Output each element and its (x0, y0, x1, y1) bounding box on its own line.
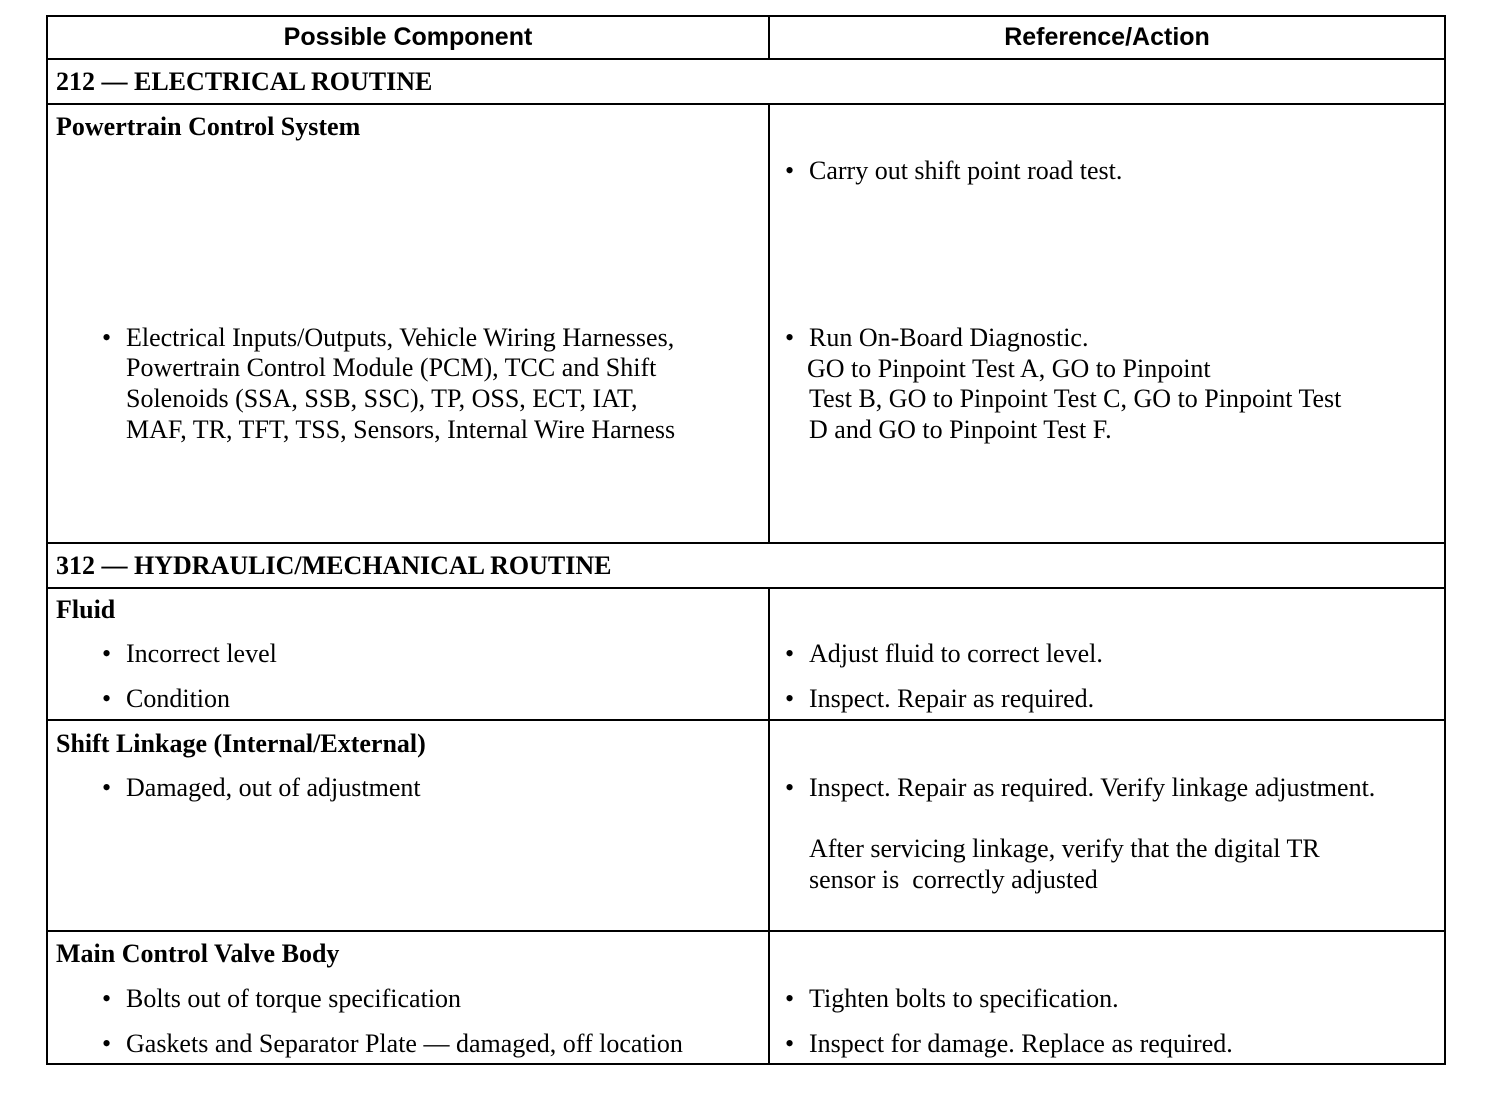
action-line: Inspect. Repair as required. Verify linkage adjustment. (809, 773, 1376, 802)
component-line: Electrical Inputs/Outputs, Vehicle Wiring Harnesses, (126, 323, 675, 352)
action-line: Inspect for damage. Replace as required. (809, 1029, 1233, 1058)
bullet-icon: • (102, 1029, 112, 1058)
border-section2-bottom (46, 587, 1446, 589)
component-line: Bolts out of torque specification (126, 984, 462, 1013)
border-linkage-bottom (46, 930, 1446, 932)
border-mid-hydraulic (768, 587, 770, 1065)
bullet-icon: • (102, 323, 112, 352)
group-title-powertrain: Powertrain Control System (56, 112, 361, 141)
action-line: sensor is correctly adjusted (809, 865, 1098, 894)
action-line: D and GO to Pinpoint Test F. (809, 415, 1112, 444)
bullet-icon: • (102, 984, 112, 1013)
border-top (46, 15, 1446, 17)
action-line: Test B, GO to Pinpoint Test C, GO to Pinpoint Test (809, 384, 1342, 413)
border-mid-pcs (768, 103, 770, 544)
column-header-possible-component: Possible Component (283, 23, 533, 51)
bullet-icon: • (785, 323, 795, 352)
action-line: GO to Pinpoint Test A, GO to Pinpoint (807, 354, 1211, 383)
group-title-valve-body: Main Control Valve Body (56, 939, 340, 968)
bullet-icon: • (102, 639, 112, 668)
border-fluid-bottom (46, 719, 1446, 721)
bullet-icon: • (785, 1029, 795, 1058)
component-line: Incorrect level (126, 639, 277, 668)
component-line: Gaskets and Separator Plate — damaged, off location (126, 1029, 683, 1058)
bullet-icon: • (102, 773, 112, 802)
border-left (46, 15, 48, 1065)
component-line: MAF, TR, TFT, TSS, Sensors, Internal Wire Harness (126, 415, 676, 444)
border-pcs-bottom (46, 542, 1446, 544)
border-bottom (46, 1063, 1446, 1065)
component-line: Condition (126, 684, 231, 713)
action-shift-road-test: Carry out shift point road test. (809, 156, 1123, 185)
border-section1-bottom (46, 103, 1446, 105)
action-line: Adjust fluid to correct level. (809, 639, 1103, 668)
group-title-shift-linkage: Shift Linkage (Internal/External) (56, 729, 426, 758)
component-line: Damaged, out of adjustment (126, 773, 421, 802)
border-right (1444, 15, 1446, 1065)
bullet-icon: • (785, 156, 795, 185)
action-line: Inspect. Repair as required. (809, 684, 1095, 713)
action-line: Run On-Board Diagnostic. (809, 323, 1089, 352)
column-header-reference-action: Reference/Action (1004, 23, 1210, 51)
border-header-bottom (46, 58, 1446, 60)
action-line: After servicing linkage, verify that the digital TR (809, 834, 1320, 863)
group-title-fluid: Fluid (56, 595, 116, 624)
component-line: Powertrain Control Module (PCM), TCC and Shift (126, 353, 657, 382)
bullet-icon: • (785, 639, 795, 668)
bullet-icon: • (785, 684, 795, 713)
action-line: Tighten bolts to specification. (809, 984, 1119, 1013)
component-line: Solenoids (SSA, SSB, SSC), TP, OSS, ECT, IAT, (126, 384, 638, 413)
bullet-icon: • (785, 773, 795, 802)
section-title-electrical: 212 — ELECTRICAL ROUTINE (56, 67, 433, 96)
bullet-icon: • (102, 684, 112, 713)
section-title-hydraulic: 312 — HYDRAULIC/MECHANICAL ROUTINE (56, 551, 612, 580)
bullet-icon: • (785, 984, 795, 1013)
